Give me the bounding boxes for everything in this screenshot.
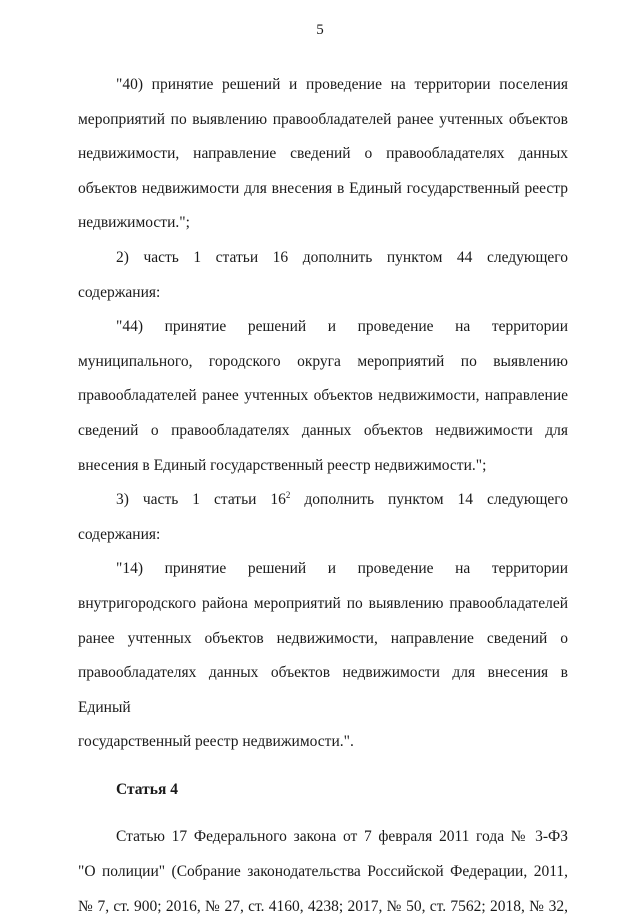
- paragraph-line: правообладателей ранее учтенных объектов недвижимости, направление: [78, 387, 568, 405]
- paragraph-line: "40) принятие решений и проведение на территории поселения: [116, 76, 568, 93]
- paragraph-line: [78, 483, 568, 552]
- paragraph-line: государственный реестр недвижимости.".: [78, 733, 354, 751]
- paragraph-line: внесения в Единый государственный реестр недвижимости.";: [78, 456, 487, 474]
- superscript: 2: [285, 490, 291, 501]
- paragraph-line: недвижимости, направление сведений о правообладателях данных: [78, 145, 568, 163]
- page-number: 5: [316, 22, 324, 38]
- paragraph-line: объектов недвижимости для внесения в Единый государственный реестр: [78, 179, 568, 197]
- paragraph-line: "44) принятие решений и проведение на территории: [116, 318, 568, 336]
- paragraph-line: № 7, ст. 900; 2016, № 27, ст. 4160, 4238; 2017, № 50, ст. 7562; 2018, № 32,: [78, 897, 568, 915]
- text-run: 3) часть 1 статьи 16: [116, 491, 286, 509]
- paragraph-line: "О полиции" (Собрание законодательства Российской Федерации, 2011,: [78, 863, 568, 881]
- paragraph-line: недвижимости.";: [78, 214, 190, 232]
- paragraph-line: ранее учтенных объектов недвижимости, направление сведений о: [78, 629, 568, 647]
- spacer: [78, 807, 568, 820]
- paragraph-line: мероприятий по выявлению правообладателей ранее учтенных объектов: [78, 110, 568, 128]
- article-heading: Статья 4: [116, 780, 178, 798]
- spacer: [78, 760, 568, 773]
- paragraph-line: внутригородского района мероприятий по выявлению правообладателей: [78, 594, 568, 612]
- paragraph-line: муниципального, городского округа мероприятий по выявлению: [78, 352, 568, 370]
- paragraph-line: "14) принятие решений и проведение на территории: [116, 560, 568, 578]
- document-body: [78, 68, 568, 924]
- paragraph-line: Статью 17 Федерального закона от 7 февраля 2011 года № 3-ФЗ: [116, 828, 568, 846]
- text-run: дополнить пунктом 14 следующего содержания:: [78, 491, 568, 543]
- paragraph-line: 2) часть 1 статьи 16 дополнить пунктом 44 следующего содержания:: [78, 248, 568, 301]
- paragraph-line: сведений о правообладателях данных объектов недвижимости для: [78, 421, 568, 439]
- paragraph-line: правообладателях данных объектов недвижимости для внесения в Единый: [78, 664, 568, 716]
